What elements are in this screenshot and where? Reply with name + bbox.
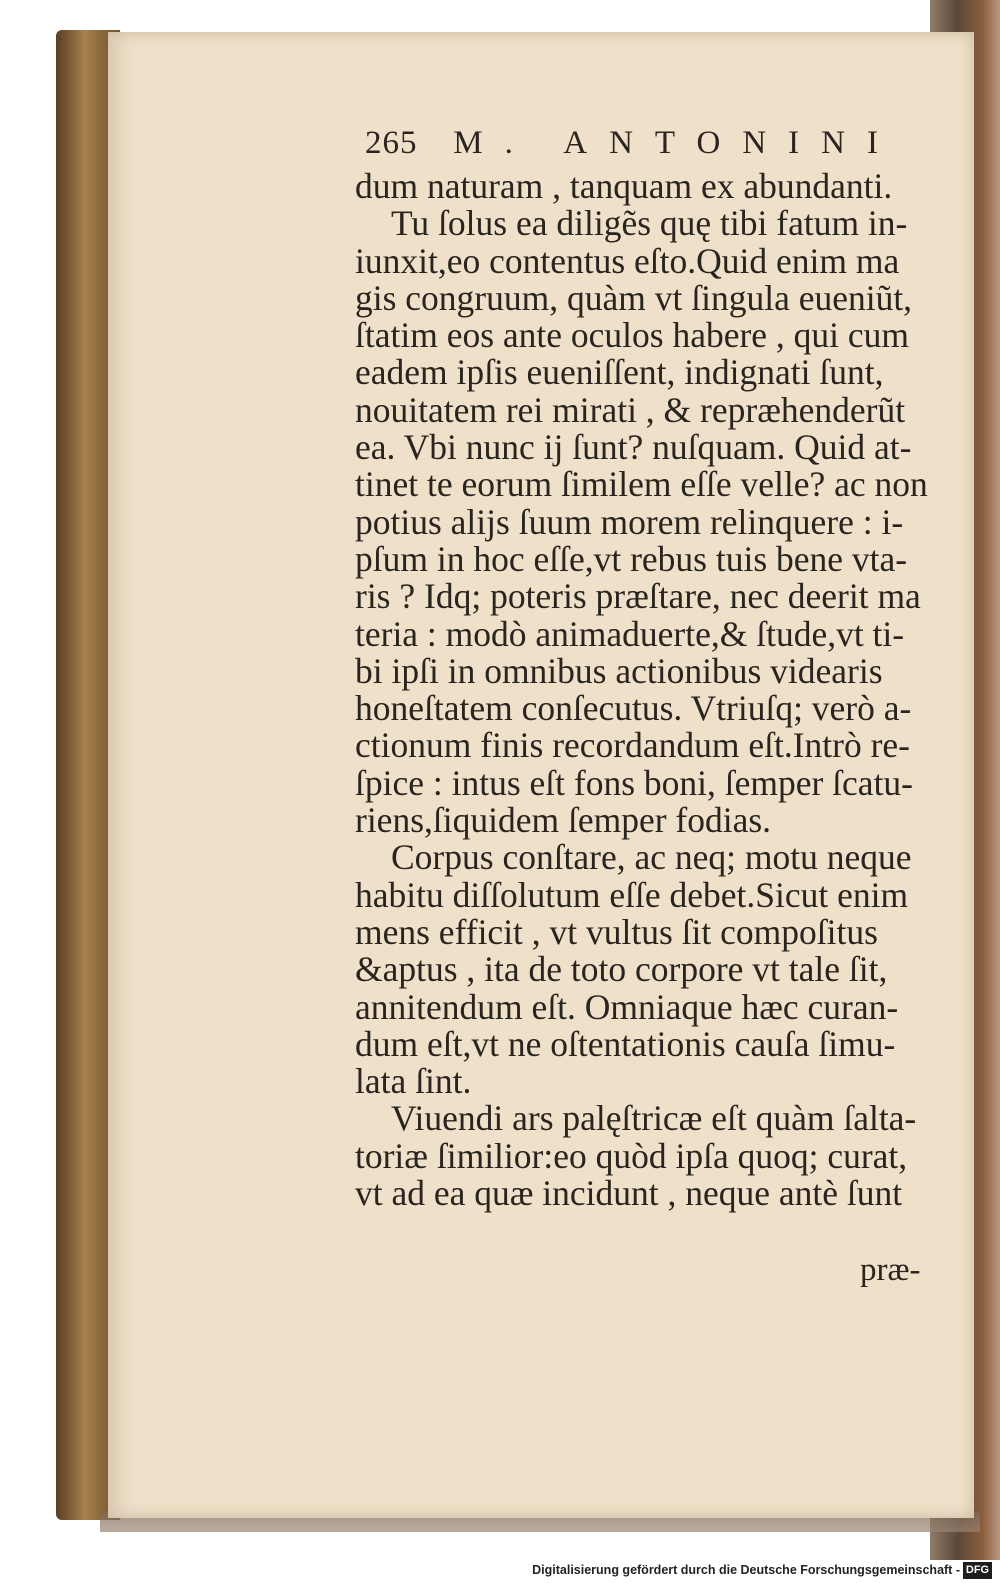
text-line: dum naturam , tanquam ex abundanti. bbox=[355, 166, 893, 206]
text-line: bi ipſi in omnibus actionibus videaris bbox=[355, 650, 883, 691]
text-line: ſtatim eos ante oculos habere , qui cum bbox=[355, 315, 910, 356]
text-line: ea. Vbi nunc ij ſunt? nuſquam. Quid at- bbox=[355, 427, 912, 468]
text-line: toriæ ſimilior:eo quòd ipſa quoq; curat, bbox=[355, 1135, 908, 1176]
text-line: dum eſt,vt ne oſtentationis cauſa ſimu- bbox=[355, 1023, 896, 1064]
text-line: tinet te eorum ſimilem eſſe velle? ac non bbox=[355, 464, 928, 505]
text-line: ris ? Idq; poteris præſtare, nec deerit ma bbox=[355, 576, 921, 617]
running-head bbox=[365, 125, 900, 169]
text-line: nouitatem rei mirati , & repræhenderũt bbox=[355, 389, 906, 430]
funding-credit: Digitalisierung gefördert durch die Deutsche Forschungsgemeinschaft - bbox=[532, 1563, 960, 1577]
footer-bar bbox=[0, 1560, 1000, 1583]
text-line: pſum in hoc eſſe,vt rebus tuis bene vta- bbox=[355, 538, 908, 579]
text-line: ſpice : intus eſt fons boni, ſemper ſcatu- bbox=[355, 762, 913, 803]
text-line: annitendum eſt. Omniaque hæc curan- bbox=[355, 986, 899, 1027]
text-line: gis congruum, quàm vt ſingula eueniũt, bbox=[355, 277, 913, 318]
text-line: &aptus , ita de toto corpore vt tale ſit, bbox=[355, 949, 888, 990]
text-line: lata ſint. bbox=[355, 1061, 472, 1102]
text-line: riens,ſiquidem ſemper fodias. bbox=[355, 800, 772, 841]
page-number: 265 bbox=[365, 125, 418, 161]
text-line: honeſtatem conſecutus. Vtriuſq; verò a- bbox=[355, 688, 912, 729]
running-title: M. ANTONINI bbox=[453, 125, 900, 161]
text-line: mens efficit , vt vultus ſit compoſitus bbox=[355, 911, 878, 952]
body-text bbox=[355, 168, 955, 1212]
text-line: habitu diſſolutum eſſe debet.Sicut enim bbox=[355, 874, 909, 915]
text-line: ctionum finis recordandum eſt.Intrò re- bbox=[355, 725, 910, 766]
text-line: Corpus conſtare, ac neq; motu neque bbox=[391, 837, 912, 878]
text-line: vt ad ea quæ incidunt , neque antè ſunt bbox=[355, 1173, 903, 1214]
text-line: iunxit,eo contentus eſto.Quid enim ma bbox=[355, 240, 900, 281]
text-line: Viuendi ars palęſtricæ eſt quàm ſalta- bbox=[391, 1098, 917, 1139]
text-line: teria : modò animaduerte,& ſtude,vt ti- bbox=[355, 613, 905, 654]
text-line: potius alijs ſuum morem relinquere : i- bbox=[355, 501, 904, 542]
dfg-logo-icon: DFG bbox=[963, 1562, 992, 1579]
text-line: eadem ipſis eueniſſent, indignati ſunt, bbox=[355, 352, 884, 393]
text-line: Tu ſolus ea diligẽs quę tibi fatum in- bbox=[391, 203, 908, 244]
catchword: præ- bbox=[860, 1252, 921, 1288]
